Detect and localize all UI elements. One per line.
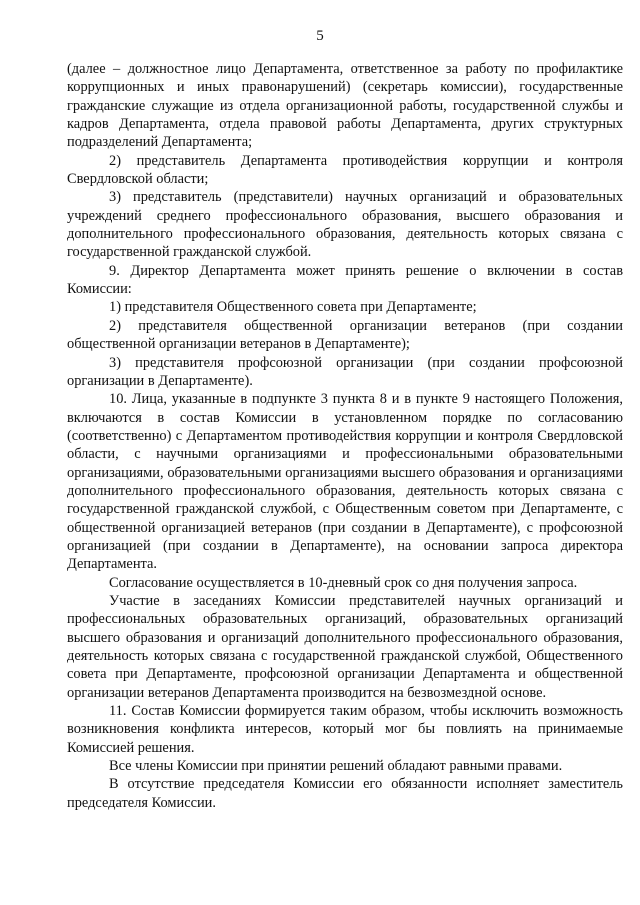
paragraph: 10. Лица, указанные в подпункте 3 пункта 8 и в пункте 9 настоящего Положения, включаются в состав Комиссии в установленном порядке по согласованию (соответственно) с Департаментом противодействия коррупции и контроля Свердловской области, с научными организациями и профессиональными образовательными организациями, образовательными организациями высшего образования и организациями дополнительного профессионального образования, деятельность которых связана с государственной гражданской службой, с Общественным советом при Департаменте, с общественной организацией ветеранов (при создании в Департаменте), с профсоюзной организацией (при создании в Департаменте), на основании запроса директора Департамента.	[67, 391, 623, 573]
paragraph: 9. Директор Департамента может принять решение о включении в состав Комиссии:	[67, 262, 623, 298]
page-number: 5	[316, 28, 324, 44]
paragraph: Участие в заседаниях Комиссии представителей научных организаций и профессиональных образовательных организаций, образовательных организаций высшего образования и организаций дополнительного профессионального образования, деятельность которых связана с государственной гражданской службой, Общественного совета при Департаменте, профсоюзной организации Департамента и общественной организации ветеранов Департамента производится на безвозмездной основе.	[67, 592, 623, 701]
paragraph: 3) представителя профсоюзной организации (при создании профсоюзной организации в Департаменте).	[67, 354, 623, 389]
paragraph: Все члены Комиссии при принятии решений обладают равными правами.	[109, 758, 563, 775]
paragraph: 1) представителя Общественного совета при Департаменте;	[109, 299, 477, 316]
paragraph: (далее – должностное лицо Департамента, ответственное за работу по профилактике коррупционных и иных правонарушений) (секретарь комиссии), государственные гражданские служащие из отдела организационной работы, государственной службы и кадров Департамента, отдела правовой работы Департамента, других структурных подразделений Департамента;	[67, 61, 623, 151]
paragraph: В отсутствие председателя Комиссии его обязанности исполняет заместитель председателя Комиссии.	[67, 776, 623, 811]
paragraph: 2) представителя общественной организации ветеранов (при создании общественной организации ветеранов в Департаменте);	[67, 317, 623, 353]
paragraph: 2) представитель Департамента противодействия коррупции и контроля Свердловской области;	[67, 152, 623, 188]
paragraph: Согласование осуществляется в 10-дневный срок со дня получения запроса.	[109, 574, 578, 591]
paragraph: 11. Состав Комиссии формируется таким образом, чтобы исключить возможность возникновения конфликта интересов, который мог бы повлиять на принимаемые Комиссией решения.	[67, 703, 623, 756]
document-body	[67, 60, 623, 812]
paragraph: 3) представитель (представители) научных организаций и образовательных учреждений среднего профессионального образования, высшего образования и дополнительного профессионального образования, деятельность которых связана с государственной гражданской службой.	[67, 189, 623, 261]
